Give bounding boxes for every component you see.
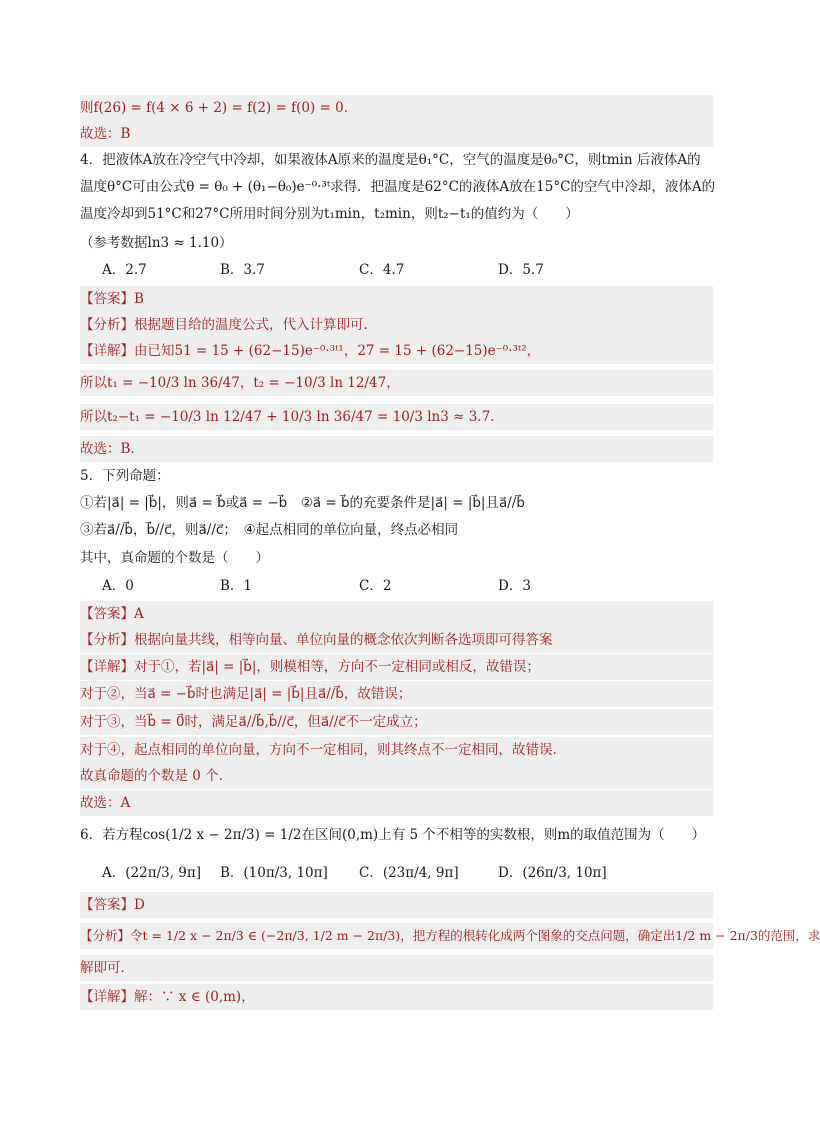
detail-line: 对于③，当b⃗ = 0⃗时，满足a⃗//b⃗,b⃗//c⃗，但a⃗//c⃗不一定成立； bbox=[80, 709, 713, 735]
detail-line: 故选：B. bbox=[80, 436, 713, 462]
detail-line: 对于④，起点相同的单位向量，方向不一定相同，则其终点不一定相同，故错误. bbox=[80, 737, 713, 763]
question-4-options bbox=[80, 257, 713, 283]
question-5-line: ③若a⃗//b⃗，b⃗//c⃗，则a⃗//c⃗； ④起点相同的单位向量，终点必相同 bbox=[80, 522, 459, 538]
question-4-line: 温度θ°C可由公式θ = θ₀ + (θ₁−θ₀)e⁻⁰·³ᵗ求得．把温度是62°C的液体A放在15°C的空气中冷却，液体A的 bbox=[80, 179, 716, 195]
text-line: 则f(26) = f(4 × 6 + 2) = f(2) = f(0) = 0. bbox=[80, 95, 713, 121]
option-c: C．2 bbox=[359, 578, 392, 594]
option-b: B．3.7 bbox=[220, 262, 265, 278]
question-4-line: 温度冷却到51°C和27°C所用时间分别为t₁min，t₂min，则t₂−t₁的值约为（ ） bbox=[80, 206, 579, 222]
option-d: D．5.7 bbox=[498, 262, 544, 278]
question-4-line: 4．把液体A放在冷空气中冷却，如果液体A原来的温度是θ₁°C，空气的温度是θ₀°C，则tmin 后液体A的 bbox=[80, 152, 701, 168]
detail-line: 所以t₂−t₁ = −10/3 ln 12/47 + 10/3 ln 36/47 = 10/3 ln3 ≈ 3.7. bbox=[80, 404, 713, 430]
option-b: B．(10π/3, 10π] bbox=[220, 865, 328, 881]
analysis-line: 【分析】根据题目给的温度公式，代入计算即可. bbox=[80, 312, 713, 338]
question-4-line: （参考数据ln3 ≈ 1.10） bbox=[80, 235, 233, 251]
question-5-line: 其中，真命题的个数是（ ） bbox=[80, 550, 269, 566]
analysis-line: 【分析】令t = 1/2 x − 2π/3 ∈ (−2π/3, 1/2 m − 2π/3)，把方程的根转化成两个图象的交点问题，确定出1/2 m − 2π/3的范围，求 bbox=[80, 923, 713, 949]
detail-line: 故选：A bbox=[80, 790, 713, 816]
answer-tag: 【答案】A bbox=[80, 601, 713, 627]
detail-line: 故真命题的个数是 0 个. bbox=[80, 763, 713, 789]
detail-line: 对于②，当a⃗ = −b⃗时也满足|a⃗| = |b⃗|且a⃗//b⃗，故错误； bbox=[80, 681, 713, 707]
question-5-line: 5．下列命题： bbox=[80, 468, 170, 484]
option-b: B．1 bbox=[220, 578, 253, 594]
option-d: D．3 bbox=[498, 578, 531, 594]
detail-line: 【详解】由已知51 = 15 + (62−15)e⁻⁰·³ᵗ¹，27 = 15 + (62−15)e⁻⁰·³ᵗ²， bbox=[80, 338, 713, 364]
detail-line: 【详解】解：∵ x ∈ (0,m)， bbox=[80, 984, 713, 1010]
analysis-line: 解即可． bbox=[80, 955, 713, 981]
analysis-line: 【分析】根据向量共线，相等向量、单位向量的概念依次判断各选项即可得答案 bbox=[80, 627, 713, 653]
option-c: C．4.7 bbox=[359, 262, 405, 278]
answer-tag: 【答案】B bbox=[80, 286, 713, 312]
option-a: A．(22π/3, 9π] bbox=[102, 865, 202, 881]
question-6-line: 6．若方程cos(1/2 x − 2π/3) = 1/2在区间(0,m)上有 5 个不相等的实数根，则m的取值范围为（ ） bbox=[80, 827, 706, 843]
question-5-options bbox=[80, 573, 713, 599]
question-6-options bbox=[80, 860, 713, 886]
option-d: D．(26π/3, 10π] bbox=[498, 865, 607, 881]
option-a: A．2.7 bbox=[102, 262, 147, 278]
answer-tag: 【答案】D bbox=[80, 892, 713, 918]
detail-line: 所以t₁ = −10/3 ln 36/47，t₂ = −10/3 ln 12/47， bbox=[80, 370, 713, 396]
detail-line: 【详解】对于①，若|a⃗| = |b⃗|，则模相等，方向不一定相同或相反，故错误； bbox=[80, 654, 713, 680]
question-5-line: ①若|a⃗| = |b⃗|，则a⃗ = b⃗或a⃗ = −b⃗ ②a⃗ = b⃗的充要条件是|a⃗| = |b⃗|且a⃗//b⃗ bbox=[80, 495, 525, 511]
option-a: A．0 bbox=[102, 578, 134, 594]
option-c: C．(23π/4, 9π] bbox=[359, 865, 459, 881]
text-line: 故选：B bbox=[80, 121, 713, 147]
